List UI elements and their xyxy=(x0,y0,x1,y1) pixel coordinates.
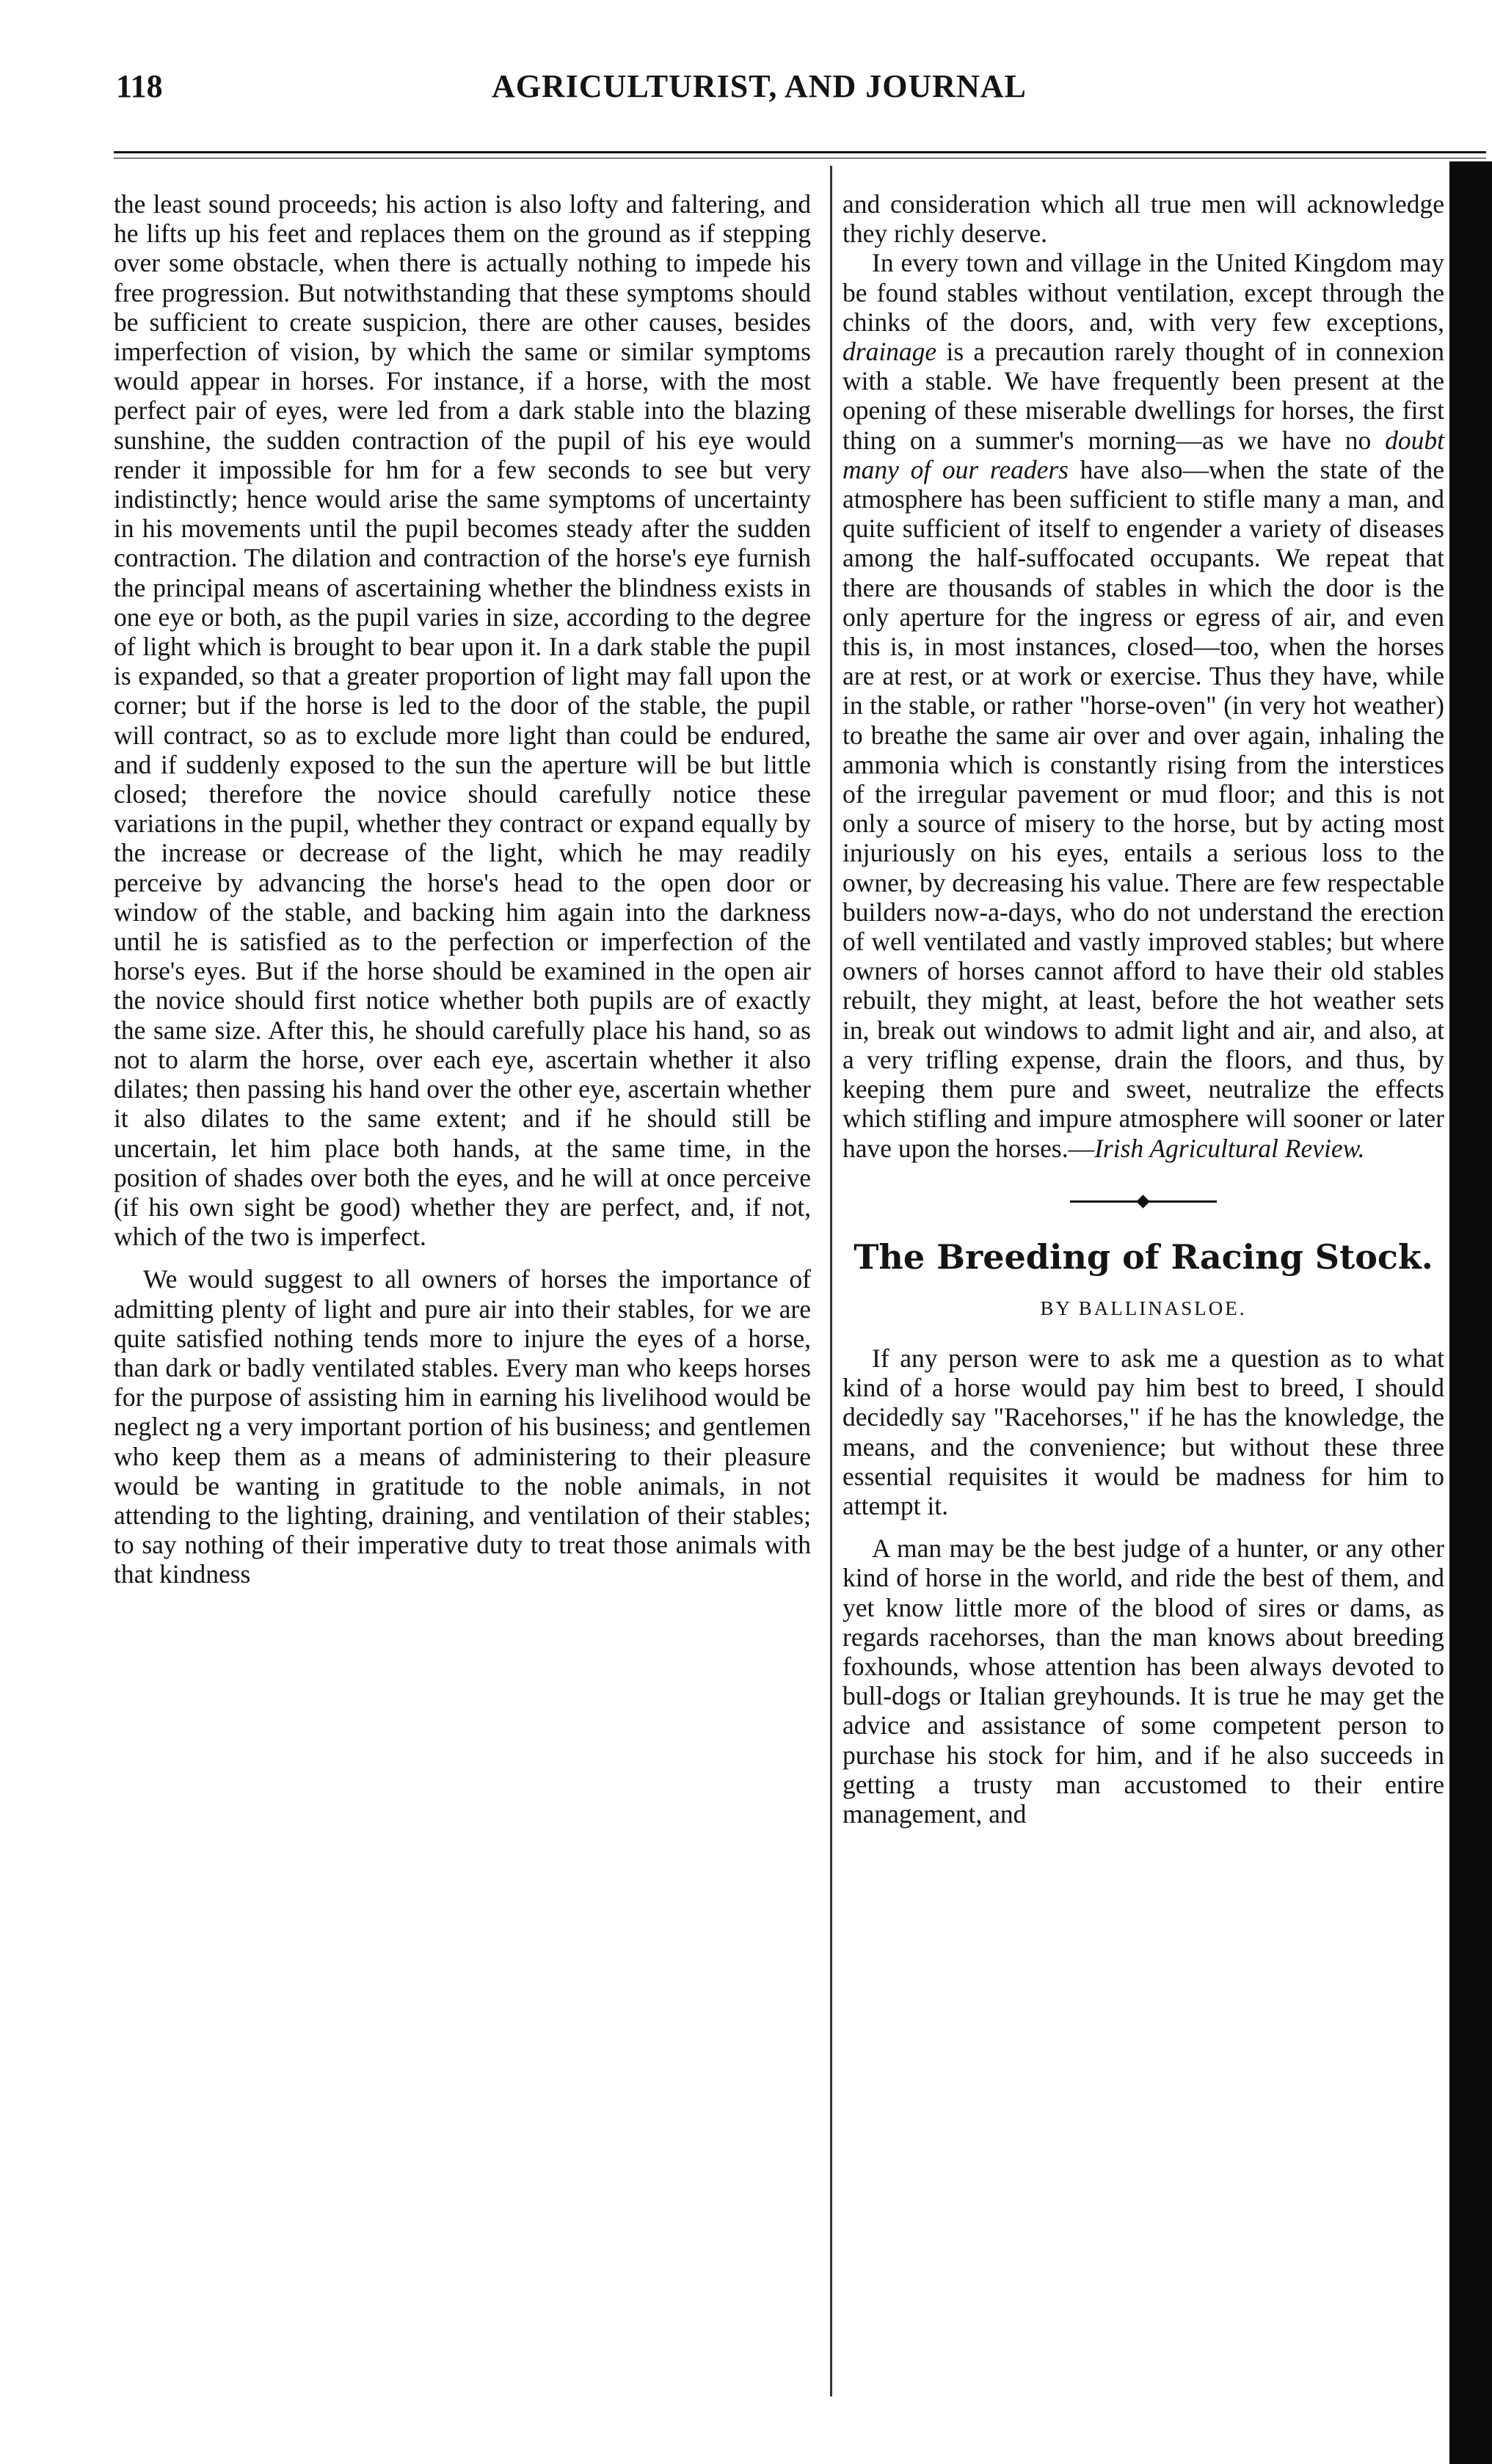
paragraph-eyes-examination: the least sound proceeds; his action is also lofty and faltering, and he lifts up his feet and replaces them on the ground as if stepping over some obstacle, when there is actually nothing to impede his free progression. But notwithstanding that these symptoms should be sufficient to create suspicion, there are other causes, besides imperfection of vision, by which the same or similar symptoms would appear in horses. For instance, if a horse, with the most perfect pair of eyes, were led from a dark stable into the blazing sunshine, the sudden contraction of the pupil of his eye would render it impossible for hm for a few seconds to see but very indistinctly; hence would arise the same symptoms of uncertainty in his movements until the pupil becomes steady after the sudden contraction. The dilation and contraction of the horse's eye furnish the principal means of ascertaining whether the blindness exists in one eye or both, as the pupil varies in size, according to the degree of light which is brought to bear upon it. In a dark stable the pupil is expanded, so that a greater proportion of light may fall upon the corner; but if the horse is led to the door of the stable, the pupil will contract, so as to exclude more light than could be endured, and if suddenly exposed to the sun the aperture will be but little closed; therefore the novice should carefully notice these variations in the pupil, whether they contract or expand equally by the increase or decrease of the light, which he may readily perceive by advancing the horse's head to the open door or window of the stable, and backing him again into the darkness until he is satisfied as to the perfection or imperfection of the horse's eyes. But if the horse should be examined in the open air the novice should first notice whether both pupils are of exactly the same size. After this, he should carefully place his hand, so as not to alarm the horse, over each eye, ascertain whether it also dilates; then passing his hand over the other eye, ascertain whether it also dilates to the same extent; and if he should still be uncertain, let him place both hands, at the same time, in the position of shades over both the eyes, and he will at once perceive (if his own sight be good) whether they are perfect, and, if not, which of the two is imperfect. xyxy=(114,189,811,1252)
right-column xyxy=(843,189,1444,1829)
emphasis-drainage: drainage xyxy=(843,337,937,367)
emphasis-readers: doubt many of our readers xyxy=(843,425,1444,484)
column-divider xyxy=(830,166,832,2396)
page-number: 118 xyxy=(116,68,163,104)
page-edge-shadow xyxy=(1449,161,1492,2464)
paragraph-ventilation: In every town and village in the United Kingdom may be found stables without ventilation, except through the chinks of the doors, and, with very few exceptions, drainage is a precaution rarely thought of in connexion with a stable. We have frequently been present at the opening of these miserable dwellings for horses, the first thing on a summer's morning—as we have no doubt many of our readers have also—when the state of the atmosphere has been sufficient to stifle many a man, and quite sufficient of itself to engender a variety of diseases among the half-suffocated occupants. We repeat that there are thousands of stables in which the door is the only aperture for the ingress or egress of air, and even this is, in most instances, closed—too, when the horses are at rest, or at work or exercise. Thus they have, while in the stable, or rather "horse-oven" (in very hot weather) to breathe the same air over and over again, inhaling the ammonia which is constantly rising from the interstices of the irregular pavement or mud floor; and this is not only a source of misery to the horse, but by acting most injuriously on his eyes, entails a serious loss to the owner, by decreasing his value. There are few respectable builders now-a-days, who do not understand the erection of well ventilated and vastly improved stables; but where owners of horses cannot afford to have their old stables rebuilt, they might, at least, before the hot weather sets in, break out windows to admit light and air, and also, at a very trifling expense, drain the floors, and thus, by keeping them pure and sweet, neutralize the effects which stifling and impure atmosphere will sooner or later have upon the horses.—Irish Agricultural Review. xyxy=(843,248,1444,1163)
page-header xyxy=(110,68,1490,119)
running-title: AGRICULTURIST, AND JOURNAL xyxy=(492,68,1027,104)
article-paragraph: If any person were to ask me a question as to what kind of a horse would pay him best to breed, I should decidedly say "Racehorses," if he has the knowledge, the means, and the convenience; but without these three essential requisites it would be madness for him to attempt it. xyxy=(843,1343,1444,1520)
paragraph-stable-light: We would suggest to all owners of horses the importance of admitting plenty of light and pure air into their stables, for we are quite satisfied nothing tends more to injure the eyes of a horse, than dark or badly ventilated stables. Every man who keeps horses for the purpose of assisting him in earning his livelihood would be neglect ng a very important portion of his business; and gentlemen who keep them as a means of administering to their pleasure would be wanting in gratitude to the noble animals, in not attending to the lighting, draining, and ventilation of their stables; to say nothing of their imperative duty to treat those animals with that kindness xyxy=(114,1264,811,1589)
paragraph-continuation: and consideration which all true men will acknowledge they richly deserve. xyxy=(843,189,1444,249)
section-divider-ornament xyxy=(1070,1194,1217,1209)
article-byline: BY BALLINASLOE. xyxy=(1040,1297,1247,1319)
article-title: The Breeding of Racing Stock. xyxy=(854,1236,1433,1277)
header-rule xyxy=(114,151,1486,158)
source-citation: Irish Agricultural Review. xyxy=(1094,1133,1365,1163)
article-paragraph: A man may be the best judge of a hunter, or any other kind of horse in the world, and ride the best of them, and yet know little more of the blood of sires or dams, as regards racehorses, than the man knows about breeding foxhounds, whose attention has been always devoted to bull-dogs or Italian greyhounds. It is true he may get the advice and assistance of some competent person to purchase his stock for him, and if he also succeeds in getting a trusty man accustomed to their entire management, and xyxy=(843,1534,1444,1829)
left-column xyxy=(114,189,811,1589)
